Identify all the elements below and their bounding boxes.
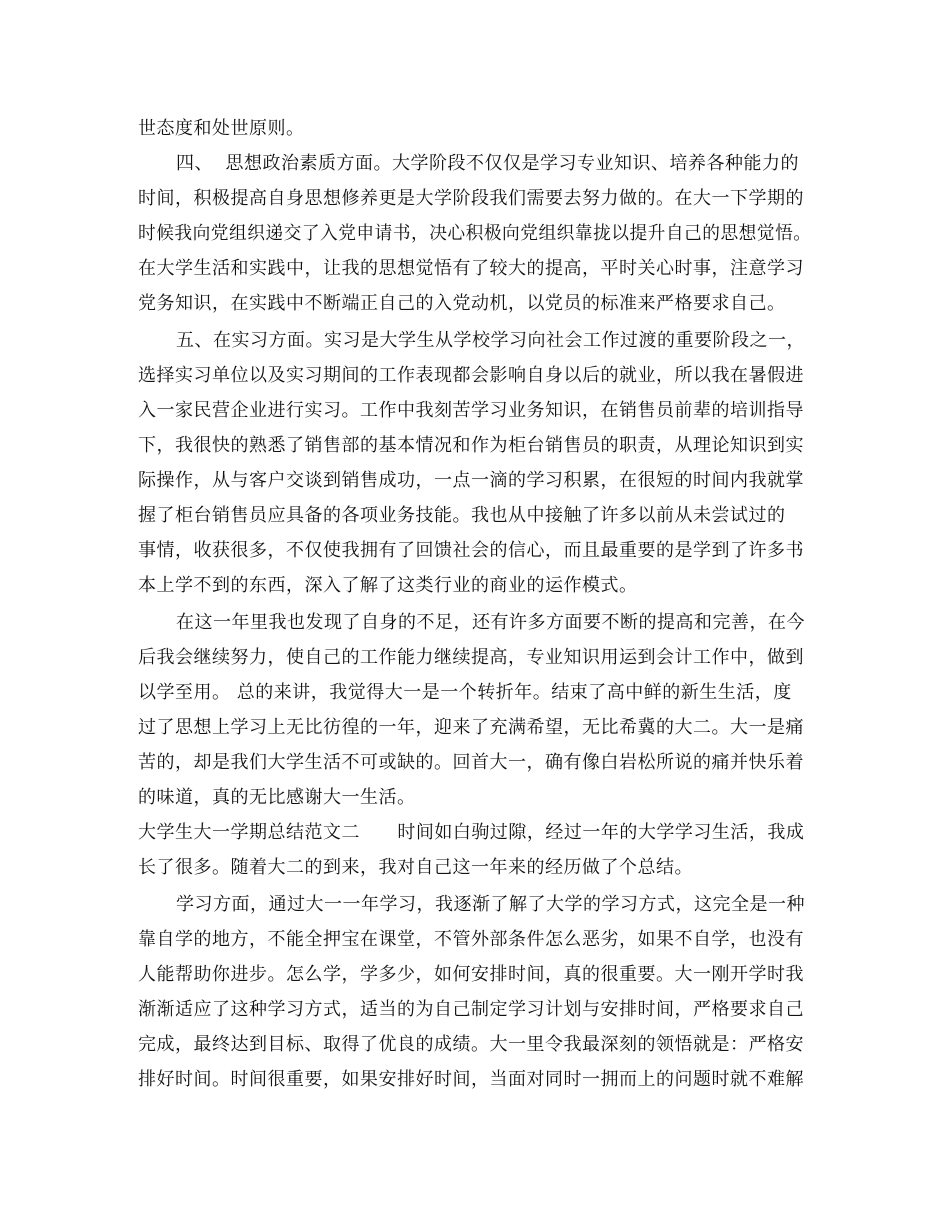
paragraph-heading-four: 四、 思想政治素质方面。大学阶段不仅仅是学习专业知识、培养各种能力的 xyxy=(176,153,799,174)
text-line: 以学至用。 总的来讲，我觉得大一是一个转折年。结束了高中鲜的新生生活，度 xyxy=(138,682,792,703)
text-line: 时间，积极提高自身思想修养更是大学阶段我们需要去努力做的。在大一下学期的 xyxy=(138,188,804,209)
text-line: 际操作，从与客户交谈到销售成功，一点一滴的学习积累，在很短的时间内我就掌 xyxy=(138,470,804,491)
text-line: 下，我很快的熟悉了销售部的基本情况和作为柜台销售员的职责，从理论知识到实 xyxy=(138,435,804,456)
text-line: 渐渐适应了这种学习方式，适当的为自己制定学习计划与安排时间，严格要求自己 xyxy=(138,999,804,1020)
text-line: 后我会继续努力，使自己的工作能力继续提高，专业知识用运到会计工作中，做到 xyxy=(138,647,804,668)
paragraph-start: 在这一年里我也发现了自身的不足，还有许多方面要不断的提高和完善，在今 xyxy=(176,612,805,633)
text-line: 过了思想上学习上无比彷徨的一年，迎来了充满希望，无比希冀的大二。大一是痛 xyxy=(138,717,804,738)
paragraph-start: 学习方面，通过大一一年学习，我逐渐了解了大学的学习方式，这完全是一种 xyxy=(176,894,805,915)
paragraph-heading-five: 五、在实习方面。实习是大学生从学校学习向社会工作过渡的重要阶段之一， xyxy=(176,330,805,351)
text-line: 的味道，真的无比感谢大一生活。 xyxy=(138,787,416,808)
text-line: 事情，收获很多，不仅使我拥有了回馈社会的信心，而且最重要的是学到了许多书 xyxy=(138,540,804,561)
text-line: 在大学生活和实践中，让我的思想觉悟有了较大的提高，平时关心时事，注意学习 xyxy=(138,258,804,279)
text-line: 长了很多。随着大二的到来，我对自己这一年来的经历做了个总结。 xyxy=(138,857,693,878)
text-line: 完成，最终达到目标、取得了优良的成绩。大一里令我最深刻的领悟就是：严格安 xyxy=(138,1034,804,1055)
text-line: 党务知识，在实践中不断端正自己的入党动机，以党员的标准来严格要求自己。 xyxy=(138,293,786,314)
section-title-line: 大学生大一学期总结范文二 时间如白驹过隙，经过一年的大学学习生活，我成 xyxy=(138,822,805,843)
text-line: 世态度和处世原则。 xyxy=(138,118,305,139)
text-line: 时候我向党组织递交了入党申请书，决心积极向党组织靠拢以提升自己的思想觉悟。 xyxy=(138,223,812,244)
text-line: 排好时间。时间很重要，如果安排好时间，当面对同时一拥而上的问题时就不难解 xyxy=(138,1069,804,1090)
text-line: 握了柜台销售员应具备的各项业务技能。我也从中接触了许多以前从未尝试过的 xyxy=(138,505,786,526)
text-line: 本上学不到的东西，深入了解了这类行业的商业的运作模式。 xyxy=(138,575,638,596)
text-line: 靠自学的地方，不能全押宝在课堂，不管外部条件怎么恶劣，如果不自学，也没有 xyxy=(138,929,804,950)
text-line: 入一家民营企业进行实习。工作中我刻苦学习业务知识，在销售员前辈的培训指导 xyxy=(138,400,804,421)
text-line: 苦的，却是我们大学生活不可或缺的。回首大一，确有像白岩松所说的痛并快乐着 xyxy=(138,752,804,773)
text-line: 选择实习单位以及实习期间的工作表现都会影响自身以后的就业，所以我在暑假进 xyxy=(138,365,804,386)
text-line: 人能帮助你进步。怎么学，学多少，如何安排时间，真的很重要。大一刚开学时我 xyxy=(138,964,804,985)
